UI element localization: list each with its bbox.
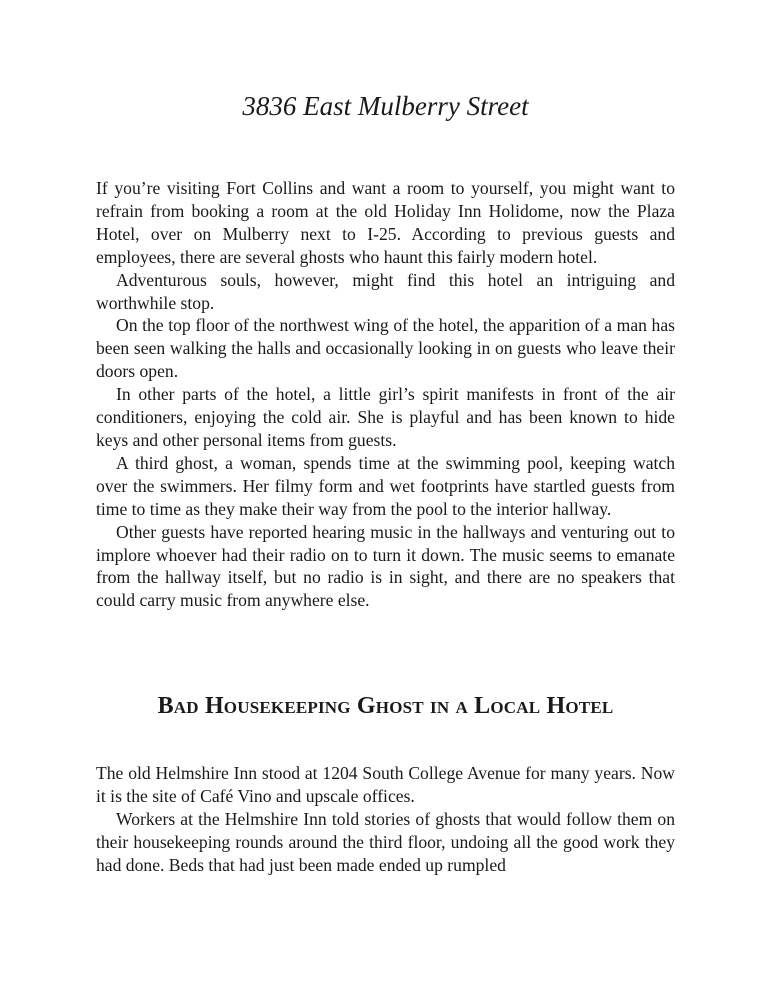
paragraph: A third ghost, a woman, spends time at the swimming pool, keeping watch over the swimmers. Her filmy form and wet footprints have startled guests from time to time as they make their way from the pool to the interior hallway.	[96, 452, 675, 519]
section-title-helmshire: Bad Housekeeping Ghost in a Local Hotel	[157, 693, 614, 719]
paragraph: Adventurous souls, however, might find this hotel an intriguing and worthwhile stop.	[96, 269, 675, 313]
paragraph: On the top floor of the northwest wing of the hotel, the apparition of a man has been seen walking the halls and occasionally looking in on guests who leave their doors open.	[96, 315, 675, 382]
section-body-mulberry	[96, 177, 675, 612]
paragraph: If you’re visiting Fort Collins and want a room to yourself, you might want to refrain from booking a room at the old Holiday Inn Holidome, now the Plaza Hotel, over on Mulberry next to I-25. According to previous guests and employees, there are several ghosts who haunt this fairly modern hotel.	[96, 178, 675, 267]
paragraph: Workers at the Helmshire Inn told stories of ghosts that would follow them on their housekeeping rounds around the third floor, undoing all the good work they had done. Beds that had just been made ended up rumpled	[96, 808, 675, 875]
section-body-helmshire	[96, 762, 675, 877]
section-title-mulberry: 3836 East Mulberry Street	[242, 91, 529, 121]
paragraph: Other guests have reported hearing music in the hallways and venturing out to implore whoever had their radio on to turn it down. The music seems to emanate from the hallway itself, but no radio is in sight, and there are no speakers that could carry music from anywhere else.	[96, 521, 675, 611]
paragraph: In other parts of the hotel, a little girl’s spirit manifests in front of the air conditioners, enjoying the cold air. She is playful and has been known to hide keys and other personal items from guests.	[96, 384, 675, 450]
paragraph: The old Helmshire Inn stood at 1204 South College Avenue for many years. Now it is the site of Café Vino and upscale offices.	[96, 763, 675, 806]
